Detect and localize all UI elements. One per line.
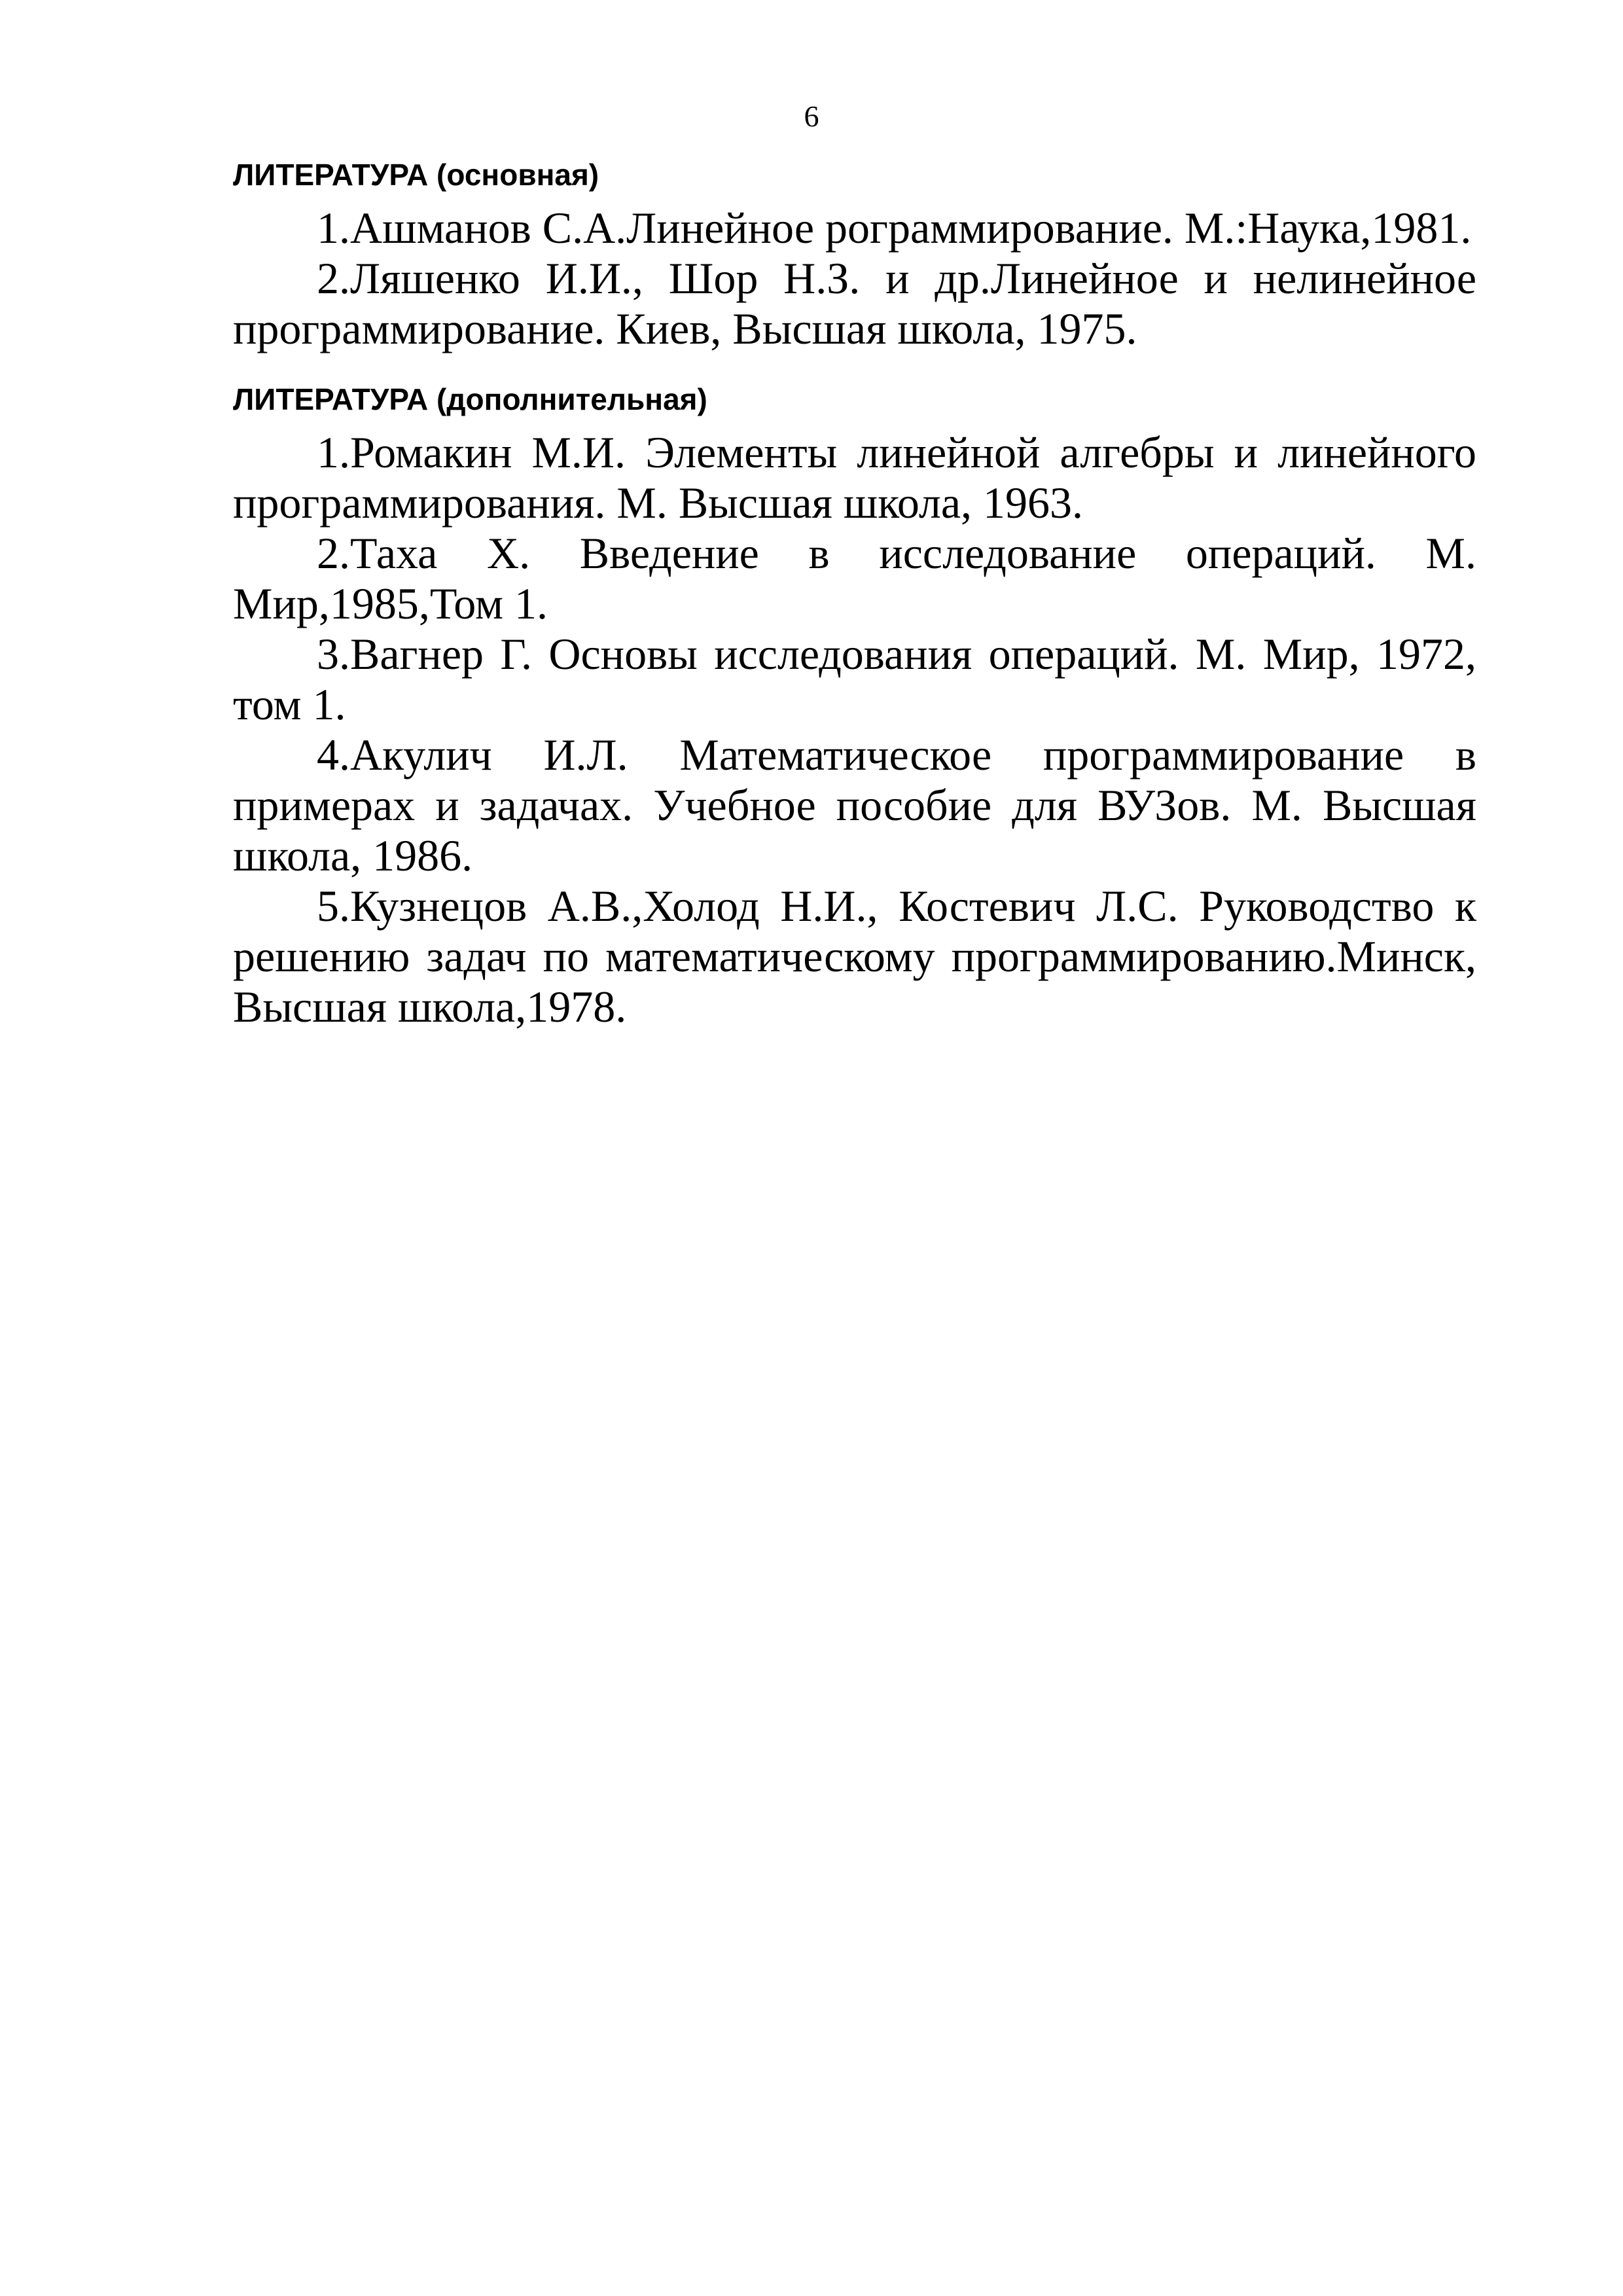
additional-reference-1: 1.Ромакин М.И. Элементы линейной алгебры и линейного программирования. М. Высшая школа, 1963.	[233, 427, 1476, 528]
page-number: 6	[804, 99, 819, 133]
additional-reference-3: 3.Вагнер Г. Основы исследования операций. М. Мир, 1972, том 1.	[233, 629, 1476, 729]
additional-literature-heading: ЛИТЕРАТУРА (дополнительная)	[233, 382, 707, 416]
main-reference-2: 2.Ляшенко И.И., Шор Н.З. и др.Линейное и нелинейное программирование. Киев, Высшая школа, 1975.	[233, 253, 1476, 353]
additional-reference-2: 2.Таха Х. Введение в исследование операций. М. Мир,1985,Том 1.	[233, 528, 1476, 628]
references-content	[233, 152, 1476, 1032]
additional-reference-5: 5.Кузнецов А.В.,Холод Н.И., Костевич Л.С. Руководство к решению задач по математическому программированию.Минск, Высшая школа,1978.	[233, 881, 1476, 1031]
additional-literature-list	[233, 427, 1476, 1032]
additional-reference-4: 4.Акулич И.Л. Математическое программирование в примерах и задачах. Учебное пособие для ВУЗов. М. Высшая школа, 1986.	[233, 730, 1476, 880]
main-reference-1: 1.Ашманов С.А.Линейное рограммирование. М.:Наука,1981.	[317, 203, 1472, 253]
main-literature-heading: ЛИТЕРАТУРА (основная)	[233, 158, 599, 192]
main-literature-list	[233, 203, 1476, 354]
